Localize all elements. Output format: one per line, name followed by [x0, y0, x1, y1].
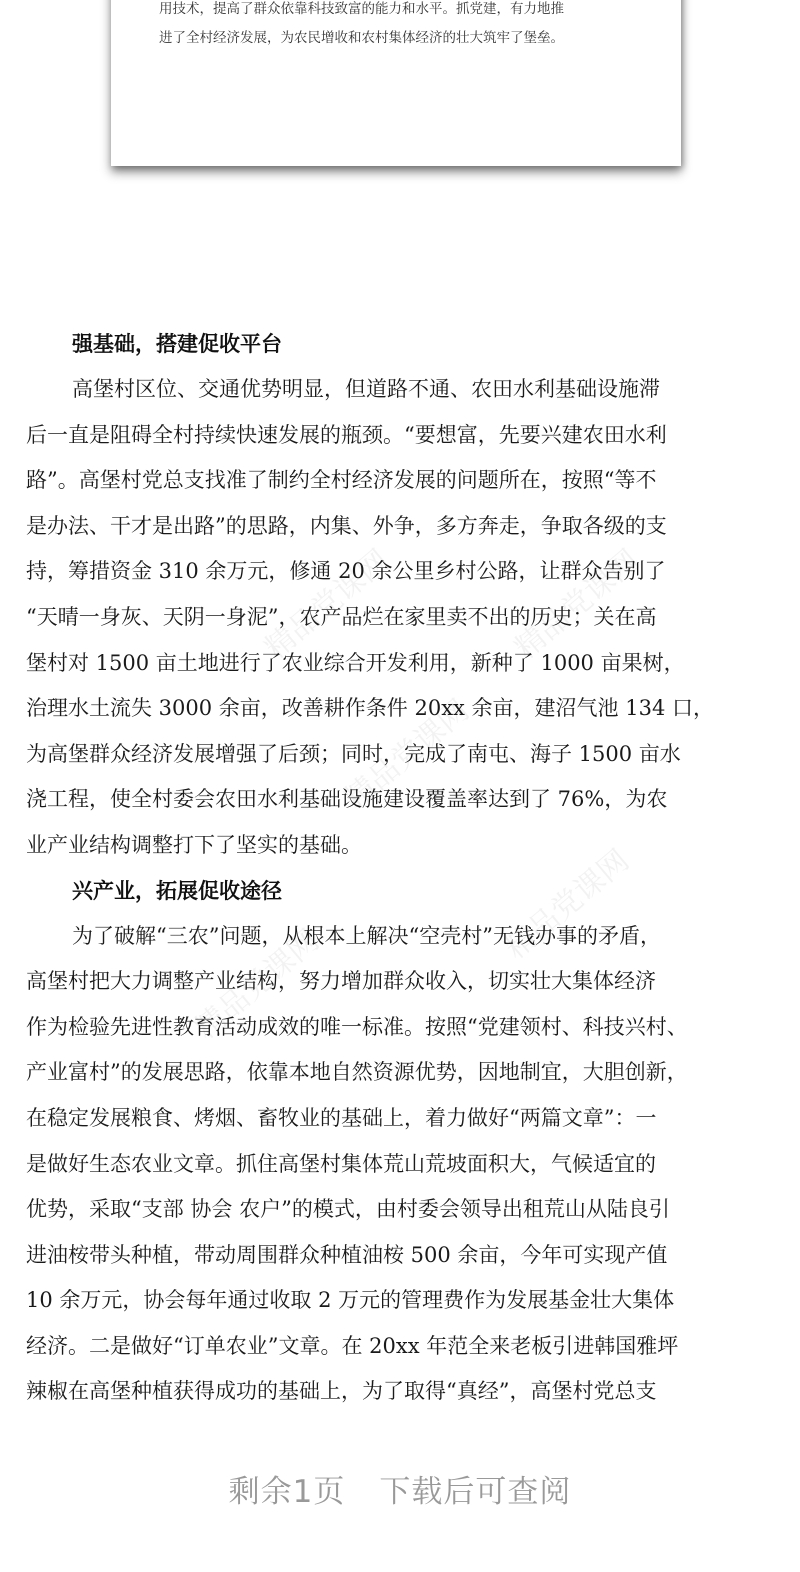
- paragraph-line: 作为检验先进性教育活动成效的唯一标准。按照“党建领村、科技兴村、: [26, 1014, 688, 1039]
- download-to-view-label[interactable]: 下载后可查阅: [379, 1474, 572, 1510]
- paragraph-line: 高堡村区位、交通优势明显，但道路不通、农田水利基础设施滞: [72, 377, 660, 401]
- watermark: 精品党课网: [338, 693, 476, 817]
- download-prompt[interactable]: [0, 1466, 800, 1511]
- paragraph-line: 进油桉带头种植，带动周围群众种植油桉 500 余亩，今年可实现产值: [26, 1242, 668, 1267]
- preview-line: 用技术，提高了群众依靠科技致富的能力和水平。抓党建，有力地推: [159, 1, 564, 17]
- watermark: 精品党课网: [188, 923, 326, 1047]
- preview-line: 进了全村经济发展，为农民增收和农村集体经济的壮大筑牢了堡垒。: [159, 30, 564, 46]
- paragraph-line: 是做好生态农业文章。抓住高堡村集体荒山荒坡面积大，气候适宜的: [26, 1151, 656, 1176]
- paragraph-line: “天晴一身灰、天阴一身泥”，农产品烂在家里卖不出的历史；关在高: [26, 604, 657, 629]
- paragraph-line: 优势，采取“支部 协会 农户”的模式，由村委会领导出租荒山从陆良引: [26, 1197, 670, 1222]
- paragraph-line: 10 余万元，协会每年通过收取 2 万元的管理费作为发展基金壮大集体: [26, 1288, 675, 1313]
- watermark: 精品党课网: [258, 543, 396, 667]
- paragraph-line: 辣椒在高堡种植获得成功的基础上，为了取得“真经”，高堡村党总支: [26, 1379, 657, 1404]
- preview-page-card: [111, 0, 681, 166]
- paragraph-line: 在稳定发展粮食、烤烟、畜牧业的基础上，着力做好“两篇文章”：一: [26, 1105, 657, 1130]
- remaining-pages-label: 剩余1页: [228, 1474, 346, 1510]
- paragraph-line: 经济。二是做好“订单农业”文章。在 20xx 年范全来老板引进韩国雅坪: [26, 1333, 679, 1358]
- watermark: 精品党课网: [508, 543, 646, 667]
- paragraph-line: 产业富村”的发展思路，依靠本地自然资源优势，因地制宜，大胆创新，: [26, 1060, 688, 1085]
- section-heading: 强基础，搭建促收平台: [72, 332, 282, 356]
- paragraph-line: 持，筹措资金 310 余万元，修通 20 余公里乡村公路，让群众告别了: [26, 559, 666, 584]
- paragraph-line: 高堡村把大力调整产业结构，努力增加群众收入，切实壮大集体经济: [26, 969, 656, 994]
- paragraph-line: 业产业结构调整打下了坚实的基础。: [26, 832, 362, 857]
- paragraph-line: 路”。高堡村党总支找准了制约全村经济发展的问题所在，按照“等不: [26, 468, 657, 493]
- paragraph-line: 是办法、干才是出路”的思路，内集、外争，多方奔走，争取各级的支: [26, 513, 667, 538]
- paragraph-line: 为高堡群众经济发展增强了后颈；同时，完成了南屯、海子 1500 亩水: [26, 741, 681, 766]
- paragraph-line: 治理水土流失 3000 余亩，改善耕作条件 20xx 余亩，建沼气池 134 口，: [26, 696, 714, 721]
- watermark: 精品党课网: [498, 843, 636, 967]
- article-body: [26, 322, 786, 1415]
- preview-page-text: [159, 0, 639, 53]
- section-heading: 兴产业，拓展促收途径: [72, 878, 282, 903]
- paragraph-line: 后一直是阻碍全村持续快速发展的瓶颈。“要想富，先要兴建农田水利: [26, 422, 667, 447]
- paragraph-line: 浇工程，使全村委会农田水利基础设施建设覆盖率达到了 76%，为农: [26, 787, 668, 812]
- paragraph-line: 堡村对 1500 亩土地进行了农业综合开发利用，新种了 1000 亩果树，: [26, 650, 685, 675]
- paragraph-line: 为了破解“三农”问题，从根本上解决“空壳村”无钱办事的矛盾，: [72, 923, 661, 948]
